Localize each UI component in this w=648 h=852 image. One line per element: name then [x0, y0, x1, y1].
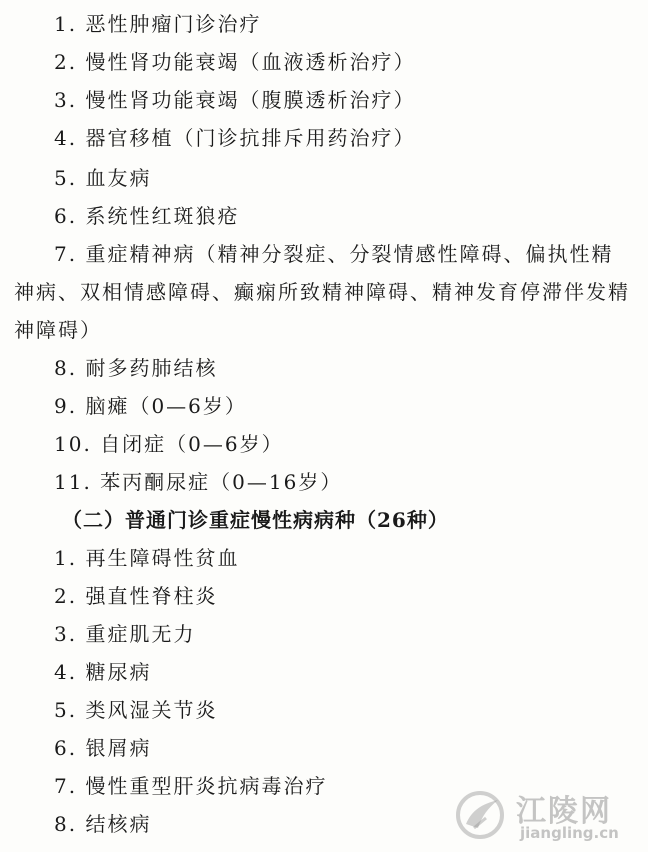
list-item: 1. 恶性肿瘤门诊治疗 — [54, 12, 262, 36]
watermark-name: 江陵网 — [516, 794, 612, 829]
watermark-url: jiangling.cn — [520, 824, 619, 842]
site-watermark — [452, 786, 642, 844]
list-item: 9. 脑瘫（0—6岁） — [54, 394, 247, 418]
list-item-continuation: 神障碍） — [14, 318, 102, 342]
list-item: 8. 结核病 — [54, 812, 152, 836]
list-item: 5. 血友病 — [54, 166, 152, 190]
list-item-continuation: 神病、双相情感障碍、癫痫所致精神障碍、精神发育停滞伴发精 — [14, 280, 630, 304]
list-item: 1. 再生障碍性贫血 — [54, 546, 240, 570]
list-item: 3. 慢性肾功能衰竭（腹膜透析治疗） — [54, 88, 416, 112]
list-item: 2. 慢性肾功能衰竭（血液透析治疗） — [54, 50, 416, 74]
list-item: 7. 重症精神病（精神分裂症、分裂情感性障碍、偏执性精 — [54, 242, 614, 266]
list-item: 5. 类风湿关节炎 — [54, 698, 218, 722]
watermark-logo-icon — [452, 788, 510, 840]
list-item: 10. 自闭症（0—6岁） — [54, 432, 284, 456]
list-item: 8. 耐多药肺结核 — [54, 356, 218, 380]
section-heading: （二）普通门诊重症慢性病病种（26种） — [62, 508, 449, 532]
list-item: 7. 慢性重型肝炎抗病毒治疗 — [54, 774, 328, 798]
list-item: 6. 系统性红斑狼疮 — [54, 204, 240, 228]
list-item: 4. 器官移植（门诊抗排斥用药治疗） — [54, 126, 416, 150]
list-item: 11. 苯丙酮尿症（0—16岁） — [54, 470, 343, 494]
list-item: 3. 重症肌无力 — [54, 622, 196, 646]
list-item: 6. 银屑病 — [54, 736, 152, 760]
list-item: 4. 糖尿病 — [54, 660, 152, 684]
list-item: 2. 强直性脊柱炎 — [54, 584, 218, 608]
